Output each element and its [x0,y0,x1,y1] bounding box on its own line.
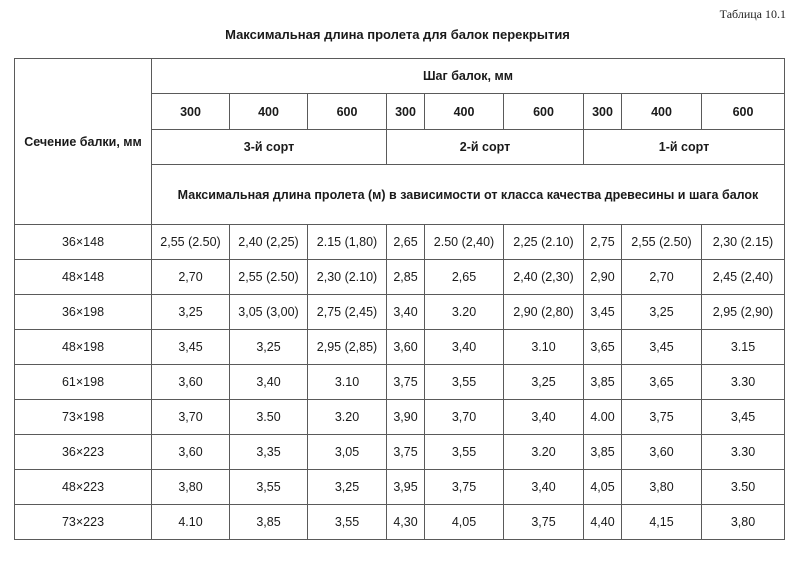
table-row [15,505,785,540]
value-cell: 3,75 [387,435,425,470]
value-cell: 3,60 [622,435,702,470]
value-cell: 2,55 (2.50) [152,225,230,260]
table-row [15,225,785,260]
value-cell: 3,75 [504,505,584,540]
value-cell: 2,90 [584,260,622,295]
value-cell: 3.10 [504,330,584,365]
value-cell: 2,65 [425,260,504,295]
value-cell: 3,35 [230,435,308,470]
table-row [15,295,785,330]
row-section-cell: 48×148 [15,260,152,295]
value-cell: 3,40 [387,295,425,330]
value-cell: 2,75 (2,45) [308,295,387,330]
step-header: Шаг балок, мм [152,59,785,94]
value-cell: 2,30 (2.10) [308,260,387,295]
header-row-step [15,59,785,94]
value-cell: 3,85 [230,505,308,540]
value-cell: 3,60 [152,435,230,470]
step-cell: 400 [425,94,504,130]
value-cell: 3,85 [584,435,622,470]
value-cell: 3,05 [308,435,387,470]
value-cell: 2,70 [622,260,702,295]
value-cell: 2,90 (2,80) [504,295,584,330]
value-cell: 2,55 (2.50) [622,225,702,260]
value-cell: 3,60 [387,330,425,365]
value-cell: 3,85 [584,365,622,400]
value-cell: 3.10 [308,365,387,400]
table-body [15,59,785,540]
value-cell: 3.15 [702,330,785,365]
step-cell: 600 [702,94,785,130]
step-cell: 300 [152,94,230,130]
value-cell: 3,40 [504,470,584,505]
value-cell: 2,40 (2,30) [504,260,584,295]
value-cell: 3.20 [308,400,387,435]
value-cell: 3,25 [230,330,308,365]
value-cell: 3,25 [622,295,702,330]
value-cell: 3,80 [622,470,702,505]
value-cell: 3,75 [425,470,504,505]
value-cell: 2,95 (2,85) [308,330,387,365]
step-cell: 300 [387,94,425,130]
value-cell: 4,05 [584,470,622,505]
table-row [15,365,785,400]
value-cell: 3.20 [504,435,584,470]
step-cell: 400 [622,94,702,130]
row-section-cell: 36×148 [15,225,152,260]
value-cell: 2,75 [584,225,622,260]
value-cell: 3,45 [152,330,230,365]
value-cell: 3,55 [425,435,504,470]
description-cell: Максимальная длина пролета (м) в зависимости от класса качества древесины и шага балок [152,165,785,225]
row-section-cell: 48×198 [15,330,152,365]
value-cell: 3,25 [504,365,584,400]
value-cell: 3,75 [387,365,425,400]
value-cell: 3,75 [622,400,702,435]
value-cell: 2,95 (2,90) [702,295,785,330]
value-cell: 2,55 (2.50) [230,260,308,295]
step-cell: 300 [584,94,622,130]
value-cell: 3,45 [702,400,785,435]
value-cell: 3,05 (3,00) [230,295,308,330]
value-cell: 2.15 (1,80) [308,225,387,260]
value-cell: 3,40 [425,330,504,365]
value-cell: 3,25 [152,295,230,330]
value-cell: 3,55 [425,365,504,400]
value-cell: 3,65 [584,330,622,365]
value-cell: 3,45 [584,295,622,330]
value-cell: 3.50 [702,470,785,505]
value-cell: 2,25 (2.10) [504,225,584,260]
table-row [15,260,785,295]
row-section-cell: 48×223 [15,470,152,505]
value-cell: 3.20 [425,295,504,330]
value-cell: 3,80 [702,505,785,540]
value-cell: 4.10 [152,505,230,540]
value-cell: 3.30 [702,365,785,400]
value-cell: 4,15 [622,505,702,540]
value-cell: 2,65 [387,225,425,260]
value-cell: 3,70 [152,400,230,435]
value-cell: 4.00 [584,400,622,435]
value-cell: 3,55 [230,470,308,505]
step-cell: 600 [504,94,584,130]
value-cell: 4,30 [387,505,425,540]
value-cell: 2,45 (2,40) [702,260,785,295]
row-section-cell: 36×198 [15,295,152,330]
value-cell: 2.50 (2,40) [425,225,504,260]
value-cell: 2,30 (2.15) [702,225,785,260]
value-cell: 3,25 [308,470,387,505]
value-cell: 3,60 [152,365,230,400]
table-number: Таблица 10.1 [719,7,786,21]
grade-cell-2: 2-й сорт [387,130,584,165]
value-cell: 3,65 [622,365,702,400]
value-cell: 3,40 [230,365,308,400]
row-section-cell: 36×223 [15,435,152,470]
value-cell: 2,70 [152,260,230,295]
grade-cell-3: 3-й сорт [152,130,387,165]
span-table [14,58,785,540]
row-section-cell: 73×198 [15,400,152,435]
value-cell: 2,40 (2,25) [230,225,308,260]
table-row [15,400,785,435]
value-cell: 3.50 [230,400,308,435]
row-section-cell: 61×198 [15,365,152,400]
grade-cell-1: 1-й сорт [584,130,785,165]
value-cell: 3,55 [308,505,387,540]
value-cell: 4,05 [425,505,504,540]
table-row [15,435,785,470]
table-row [15,470,785,505]
value-cell: 2,85 [387,260,425,295]
value-cell: 3,80 [152,470,230,505]
value-cell: 3,95 [387,470,425,505]
value-cell: 3,70 [425,400,504,435]
table-title: Максимальная длина пролета для балок перекрытия [225,27,570,42]
step-cell: 600 [308,94,387,130]
table-row [15,330,785,365]
section-header: Сечение балки, мм [15,59,152,225]
step-cell: 400 [230,94,308,130]
value-cell: 3,90 [387,400,425,435]
value-cell: 4,40 [584,505,622,540]
value-cell: 3.30 [702,435,785,470]
row-section-cell: 73×223 [15,505,152,540]
value-cell: 3,40 [504,400,584,435]
value-cell: 3,45 [622,330,702,365]
